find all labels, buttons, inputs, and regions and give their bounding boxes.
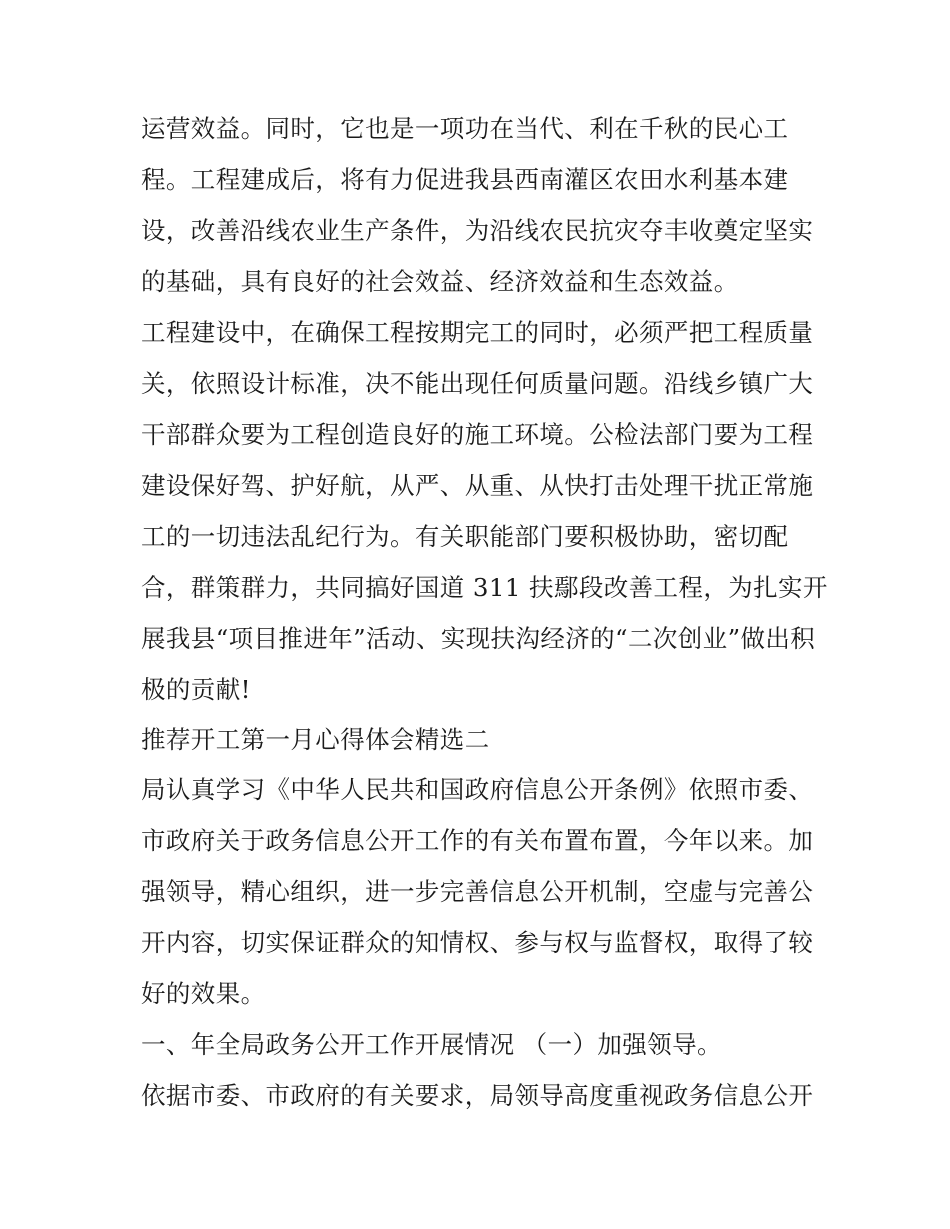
text-line: 极的贡献!: [141, 675, 251, 704]
text-line: 工程建设中，在确保工程按期完工的同时，必须严把工程质量: [141, 318, 814, 347]
text-line: 局认真学习《中华人民共和国政府信息公开条例》依照市委、: [141, 775, 814, 804]
text-line: 设，改善沿线农业生产条件，为沿线农民抗灾夺丰收奠定坚实: [141, 216, 814, 245]
text-line: 一、年全局政务公开工作开展情况 （一）加强领导。: [141, 1030, 722, 1059]
text-line: 好的效果。: [141, 979, 266, 1008]
text-line: 关，依照设计标准，决不能出现任何质量问题。沿线乡镇广大: [141, 369, 814, 398]
text-line: 建设保好驾、护好航，从严、从重、从快打击处理干扰正常施: [141, 471, 814, 500]
text-line: 合，群策群力，共同搞好国道 311 扶鄢段改善工程，为扎实开: [141, 573, 828, 602]
text-line: 程。工程建成后，将有力促进我县西南灌区农田水利基本建: [141, 165, 789, 194]
text-line: 工的一切违法乱纪行为。有关职能部门要积极协助，密切配: [141, 522, 789, 551]
text-line: 开内容，切实保证群众的知情权、参与权与监督权，取得了较: [141, 928, 814, 957]
text-line: 展我县“项目推进年”活动、实现扶沟经济的“二次创业”做出积: [141, 624, 816, 653]
text-line: 干部群众要为工程创造良好的施工环境。公检法部门要为工程: [141, 420, 814, 449]
section-heading: 推荐开工第一月心得体会精选二: [141, 725, 490, 754]
text-line: 的基础，具有良好的社会效益、经济效益和生态效益。: [141, 267, 739, 296]
text-line: 运营效益。同时，它也是一项功在当代、利在千秋的民心工: [141, 114, 789, 143]
text-line: 强领导，精心组织，进一步完善信息公开机制，空虚与完善公: [141, 877, 814, 906]
text-line: 依据市委、市政府的有关要求，局领导高度重视政务信息公开: [141, 1081, 814, 1110]
text-line: 市政府关于政务信息公开工作的有关布置布置，今年以来。加: [141, 826, 814, 855]
